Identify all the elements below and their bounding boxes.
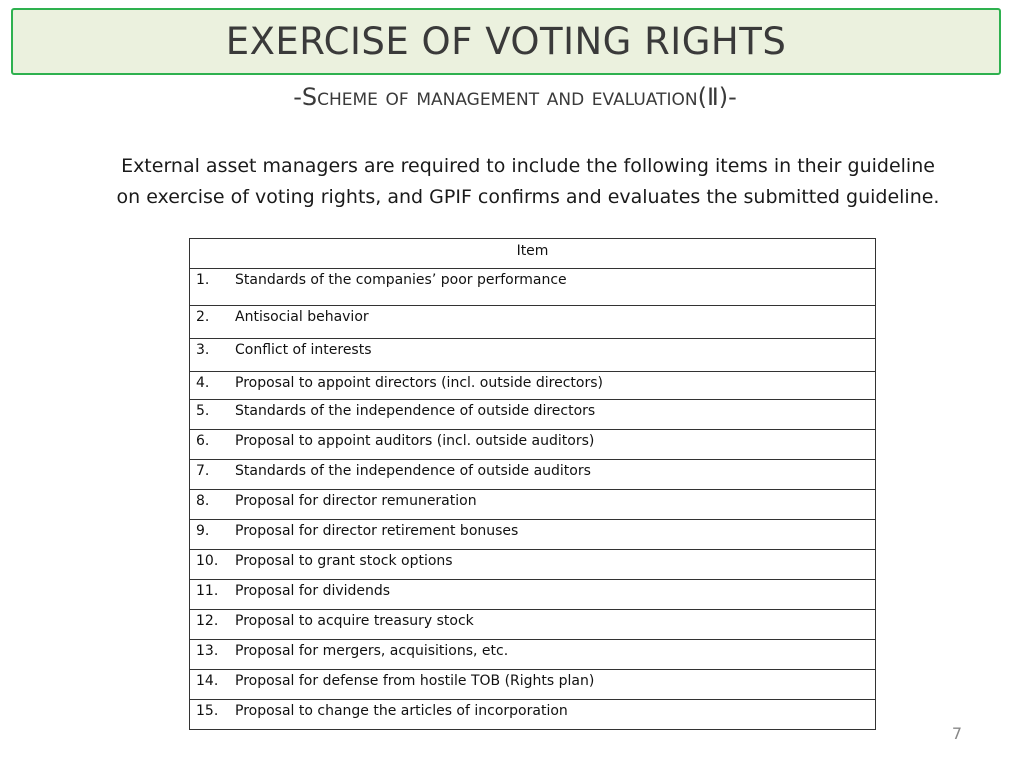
table-row xyxy=(190,610,876,640)
table-row xyxy=(190,372,876,400)
table-row xyxy=(190,306,876,339)
row-number: 6. xyxy=(196,433,210,449)
table-header-item: Item xyxy=(190,239,876,269)
row-number: 14. xyxy=(196,673,219,689)
table-row xyxy=(190,490,876,520)
row-number: 12. xyxy=(196,613,219,629)
row-text: Proposal for director remuneration xyxy=(235,493,477,509)
row-number: 15. xyxy=(196,703,219,719)
row-text: Proposal to grant stock options xyxy=(235,553,453,569)
row-number: 1. xyxy=(196,272,210,288)
row-text: Proposal for director retirement bonuses xyxy=(235,523,519,539)
table-row xyxy=(190,460,876,490)
row-text: Proposal for mergers, acquisitions, etc. xyxy=(235,643,509,659)
row-number: 11. xyxy=(196,583,219,599)
row-number: 2. xyxy=(196,309,210,325)
intro-line-1: External asset managers are required to include the following items in their guideline xyxy=(121,155,935,177)
title-banner xyxy=(11,8,1001,75)
row-text: Proposal to change the articles of incorporation xyxy=(235,703,568,719)
row-text: Conflict of interests xyxy=(235,342,372,358)
row-text: Proposal to acquire treasury stock xyxy=(235,613,474,629)
row-text: Proposal for defense from hostile TOB (Rights plan) xyxy=(235,673,595,689)
voting-items-table xyxy=(189,238,876,730)
page-number: 7 xyxy=(951,724,962,743)
table-row xyxy=(190,430,876,460)
row-number: 3. xyxy=(196,342,210,358)
table-row xyxy=(190,640,876,670)
table-header-row xyxy=(190,239,876,269)
intro-paragraph xyxy=(30,151,1024,213)
slide-subtitle: -Scheme of management and evaluation(Ⅱ)- xyxy=(293,83,737,111)
table-row xyxy=(190,550,876,580)
row-text: Standards of the independence of outside auditors xyxy=(235,463,591,479)
row-number: 4. xyxy=(196,375,210,391)
row-text: Proposal for dividends xyxy=(235,583,391,599)
row-number: 10. xyxy=(196,553,219,569)
row-text: Standards of the independence of outside directors xyxy=(235,403,596,419)
row-number: 7. xyxy=(196,463,210,479)
row-text: Proposal to appoint directors (incl. outside directors) xyxy=(235,375,603,391)
table-row xyxy=(190,400,876,430)
row-number: 8. xyxy=(196,493,210,509)
table-row xyxy=(190,269,876,306)
row-number: 13. xyxy=(196,643,219,659)
table-row xyxy=(190,339,876,372)
row-text: Proposal to appoint auditors (incl. outside auditors) xyxy=(235,433,595,449)
table-row xyxy=(190,700,876,730)
slide-title: EXERCISE OF VOTING RIGHTS xyxy=(225,20,787,63)
table-row xyxy=(190,580,876,610)
row-text: Antisocial behavior xyxy=(235,309,369,325)
table-row xyxy=(190,670,876,700)
row-number: 9. xyxy=(196,523,210,539)
row-text: Standards of the companies’ poor performance xyxy=(235,272,567,288)
table-row xyxy=(190,520,876,550)
intro-line-2: on exercise of voting rights, and GPIF confirms and evaluates the submitted guideline. xyxy=(116,186,940,208)
row-number: 5. xyxy=(196,403,210,419)
